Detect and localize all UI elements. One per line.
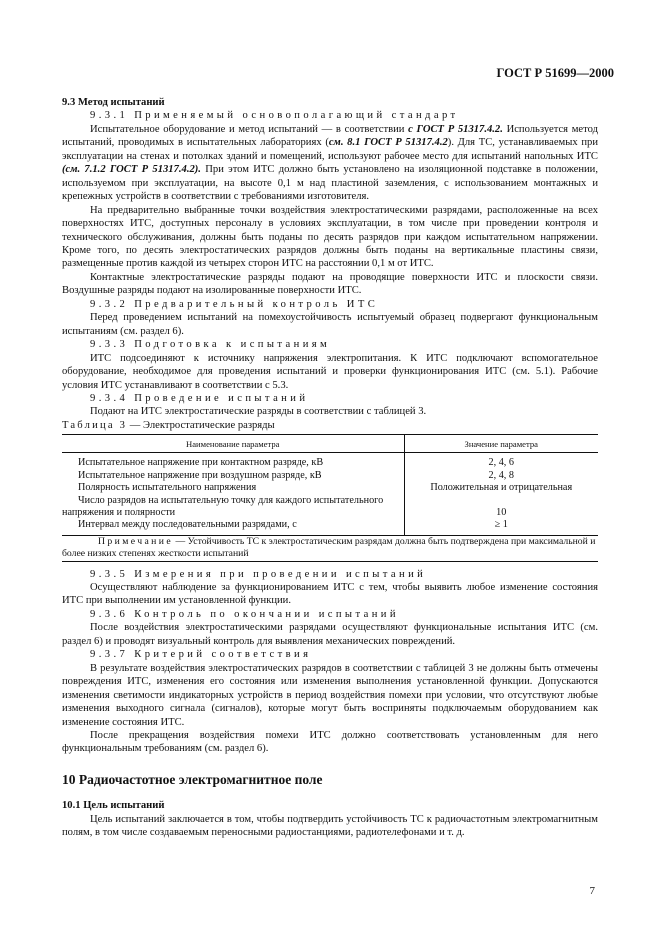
parameter-value: Положительная и отрицательная — [430, 482, 573, 494]
section-9-3-6-heading: 9.3.6 Контроль по окончании испытаний — [90, 608, 399, 620]
section-9-3-1-paragraph-3: Контактные электростатические разряды подают на проводящие поверхности ИТС и плоскости связи. Воздушные разряды подают на изолированные поверхности ИТС. — [62, 271, 598, 297]
parameter-value: 10 — [496, 506, 507, 518]
table-row — [62, 482, 598, 494]
parameter-name: Число разрядов на испытательную точку для каждого испытательного напряжения и полярности — [62, 494, 384, 518]
parameter-name: Полярность испытательного напряжения — [62, 482, 404, 494]
section-9-3-3-paragraph: ИТС подсоединяют к источнику напряжения электропитания. К ИТС подключают вспомогательное оборудование, необходимое для проведения испытаний и проверки функционирования ИТС (см. 5.1). Рабочие условия ИТС устанавливают в соответствии с 5.3. — [62, 352, 598, 391]
column-header-parameter: Наименование параметра — [62, 435, 404, 453]
section-9-3-7-heading: 9.3.7 Критерий соответствия — [90, 649, 312, 661]
page-number: 7 — [589, 885, 595, 897]
table-3 — [62, 434, 598, 561]
section-10-title: 10 Радиочастотное электромагнитное поле — [62, 771, 323, 787]
section-9-3-5-paragraph: Осуществляют наблюдение за функционированием ИТС с тем, чтобы выявить любое изменение состояния ИТС при выполнении им установленной функции. — [62, 582, 598, 607]
section-9-3-2-paragraph: Перед проведением испытаний на помехоустойчивость испытуемый образец подвергают функциональным испытаниям (см. раздел 6). — [62, 312, 598, 337]
table-note-row — [62, 535, 598, 561]
section-9-3-5-heading: 9.3.5 Измерения при проведении испытаний — [90, 568, 427, 580]
section-10-1-title: 10.1 Цель испытаний — [62, 800, 165, 812]
section-9-3-7-paragraph-1: В результате воздействия электростатических разрядов в соответствии с таблицей 3 не должны быть отмечены повреждения ИТС, изменения его состояния или изменения выполнения установленной функции. Допускаются изменения светимости индикаторных устройств в период воздействия помехи при условии, что отсутствуют любые изменения выходного сигнала (сигналов), которые могут быть восприняты подключаемым оборудованием как изменение состояния ИТС. — [62, 662, 598, 728]
table-3-caption: Таблица 3 — Электростатические разряды — [62, 419, 275, 431]
parameter-value: ≥ 1 — [404, 519, 598, 535]
table-header-row — [62, 435, 598, 453]
section-9-3-1-paragraph-1: Испытательное оборудование и метод испытаний — в соответствии с ГОСТ Р 51317.4.2. Используется метод испытаний, проводимых в испытательных лабораториях (см. 8.1 ГОСТ Р 51317.4.2). Для ТС, устанавливаемых при эксплуатации на стенах и потолках зданий и помещений, используют рабочее место для испытаний напольных ИТС (см. 7.1.2 ГОСТ Р 51317.4.2). При этом ИТС должно быть установлено на изоляционной подставке в положении, используемом при эксплуатации, на высоте 0,1 м над пластиной заземления, с использованием монтажных и крепежных устройств в соответствии с требованиями изготовителя. — [62, 123, 598, 203]
table-note: Примечание — Устойчивость ТС к электростатическим разрядам должна быть подтверждена при максимальной и более низких степенях жесткости испытаний — [62, 535, 598, 561]
parameter-value: 2, 4, 6 — [488, 457, 514, 469]
section-9-3-3-heading: 9.3.3 Подготовка к испытаниям — [90, 339, 331, 351]
parameter-name: Испытательное напряжение при воздушном разряде, кВ — [62, 470, 404, 482]
section-9-3-6-paragraph: После воздействия электростатическими разрядами осуществляют функциональные испытания ИТС (см. раздел 6) и проводят визуальный контроль для выявления механических повреждений. — [62, 622, 598, 647]
table-row — [62, 453, 598, 470]
parameter-name: Интервал между последовательными разрядами, с — [62, 519, 404, 535]
section-9-3-2-heading: 9.3.2 Предварительный контроль ИТС — [90, 298, 379, 310]
table-row — [62, 519, 598, 535]
section-10-1-paragraph: Цель испытаний заключается в том, чтобы подтвердить устойчивость ТС к радиочастотным электромагнитным полям, в том числе создаваемым переносными радиостанциями, радиотелефонами и т. д. — [62, 813, 598, 839]
standard-header: ГОСТ Р 51699—2000 — [496, 66, 614, 80]
column-header-value: Значение параметра — [404, 435, 598, 453]
table-row — [62, 470, 598, 482]
section-9-3-4-paragraph: Подают на ИТС электростатические разряды в соответствии с таблицей 3. — [90, 406, 427, 418]
section-9-3-7-paragraph-2: После прекращения воздействия помехи ИТС должно соответствовать установленным для него функциональным требованиям (см. раздел 6). — [62, 730, 598, 755]
parameter-name: Испытательное напряжение при контактном разряде, кВ — [62, 453, 404, 470]
parameter-value: 2, 4, 8 — [488, 469, 514, 481]
page-content — [62, 96, 598, 840]
section-9-3-1-heading: 9.3.1 Применяемый основополагающий стандарт — [90, 110, 459, 122]
section-9-3-1-paragraph-2: На предварительно выбранные точки воздействия электростатическими разрядами, расположенные на всех поверхностях ИТС, доступных персоналу в условиях эксплуатации, в том числе при проведении контроля и технического обслуживания, должны быть поданы по десять разрядов при каждом испытательном напряжении. Кроме того, по десять электростатических разрядов должны быть поданы на вертикальные пластины связи, размещенные против каждой из четырех сторон ИТС на расстоянии 0,1 м от ИТС. — [62, 204, 598, 270]
section-9-3-4-heading: 9.3.4 Проведение испытаний — [90, 392, 309, 404]
section-9-3-title: 9.3 Метод испытаний — [62, 97, 165, 108]
table-row — [62, 495, 598, 520]
